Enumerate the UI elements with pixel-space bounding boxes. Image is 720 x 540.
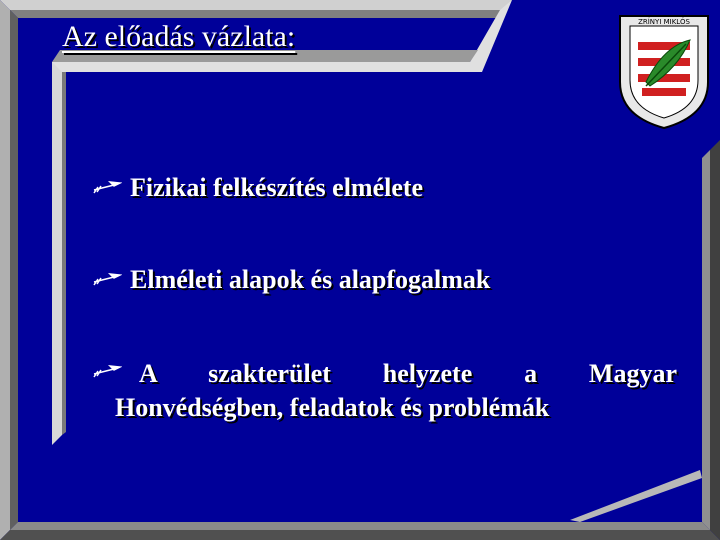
bullet-item-3-line-2: Honvédségben, feladatok és problémák xyxy=(115,393,550,422)
feather-arrow-icon xyxy=(92,180,122,194)
university-crest-icon xyxy=(616,12,712,130)
bullet-item-2-text: Elméleti alapok és alapfogalmak xyxy=(130,265,491,294)
bullet-item-2 xyxy=(130,265,490,295)
slide-title: Az előadás vázlata: xyxy=(62,20,296,53)
bullet-item-1 xyxy=(130,173,423,203)
bullet-item-3 xyxy=(115,357,677,425)
bullet-item-3-line-1: A szakterület helyzete a Magyar xyxy=(139,359,677,388)
feather-arrow-icon xyxy=(92,272,122,286)
bullet-item-1-text: Fizikai felkészítés elmélete xyxy=(130,173,424,202)
crest-ring-text: ZRÍNYI MIKLÓS xyxy=(638,18,690,26)
